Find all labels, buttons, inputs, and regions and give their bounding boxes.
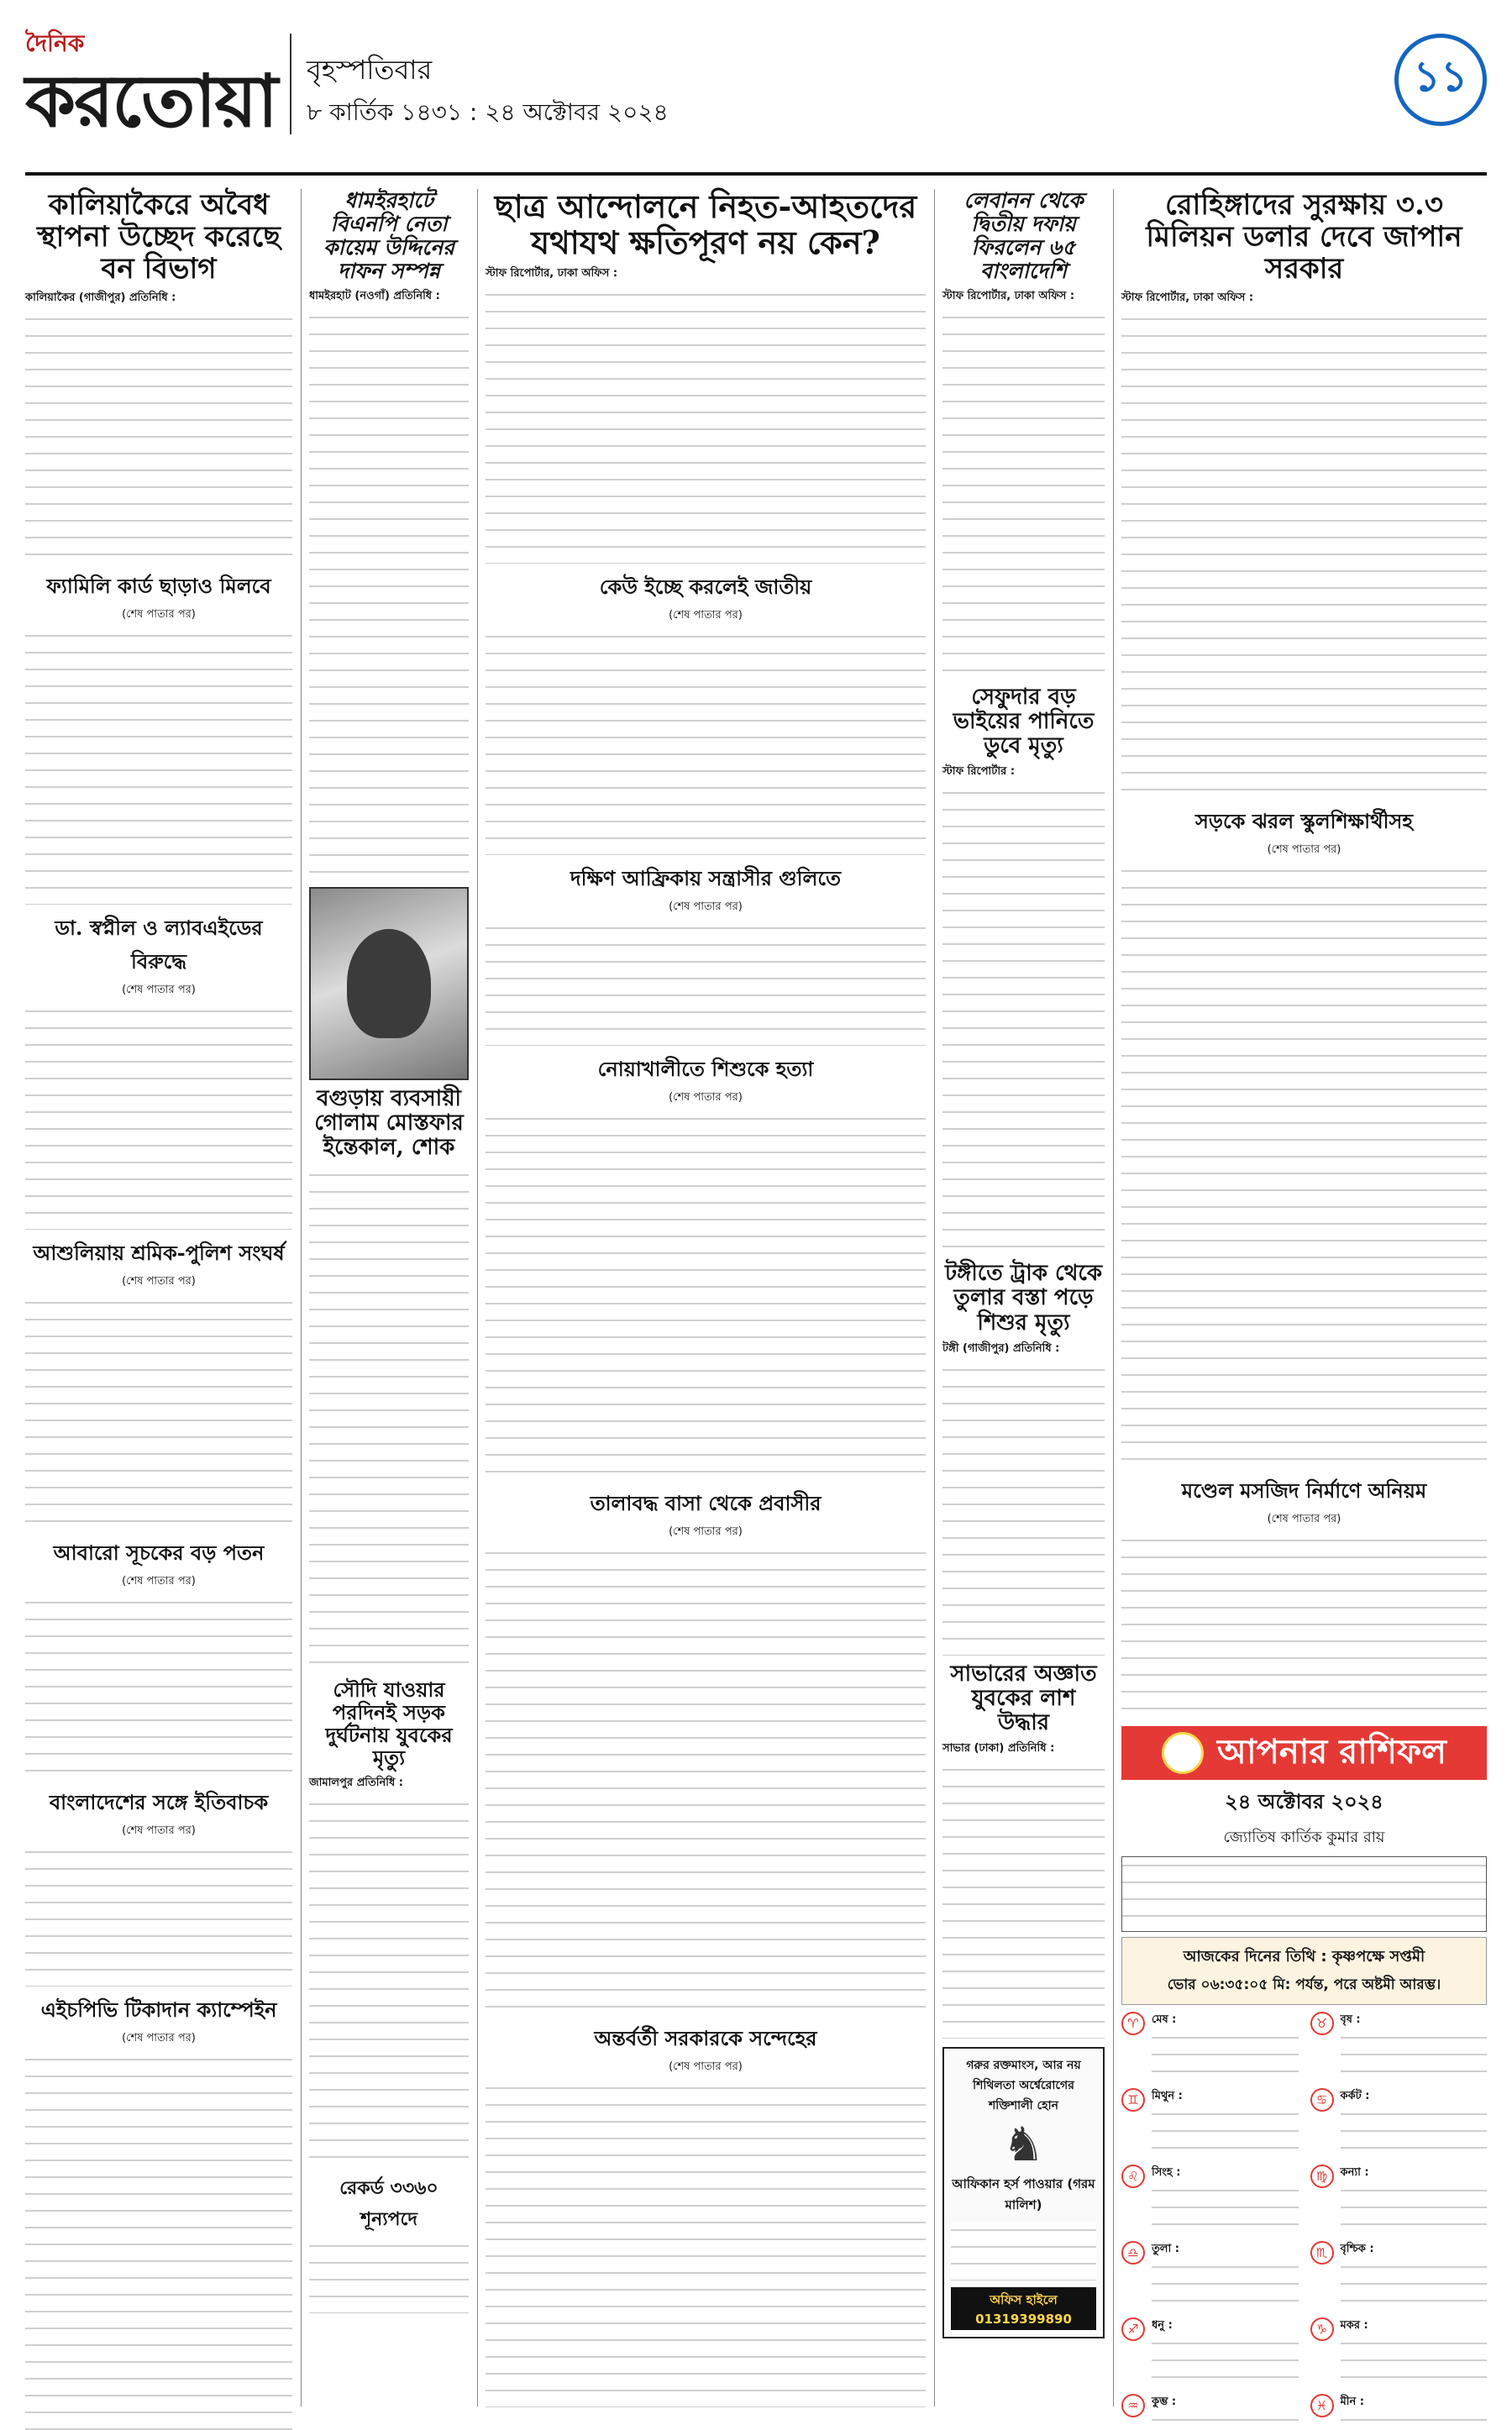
zodiac-sign-name: মেষ : bbox=[1152, 2013, 1177, 2026]
ad-body bbox=[951, 2222, 1096, 2280]
continuation-note: (শেষ পাতার পর) bbox=[122, 1275, 196, 1288]
zodiac-icon: ♒ bbox=[1121, 2394, 1145, 2417]
article-body bbox=[942, 1362, 1105, 1656]
article-body bbox=[1121, 863, 1487, 1467]
column-divider bbox=[934, 189, 935, 2406]
zodiac-sign-text bbox=[1152, 2412, 1299, 2430]
horoscope-date: ২৪ অক্টোবর ২০২৪ bbox=[1225, 1790, 1383, 1813]
zodiac-sign-text bbox=[1341, 2106, 1488, 2160]
zodiac-sign-entry[interactable] bbox=[1121, 2241, 1299, 2312]
zodiac-sign-entry[interactable] bbox=[1310, 2012, 1488, 2083]
continuation-note: (শেষ পাতার পর) bbox=[669, 1525, 743, 1539]
horoscope-astrologer: জ্যোতিষ কার্তিক কুমার রায় bbox=[1223, 1829, 1385, 1846]
column-3 bbox=[486, 189, 926, 2407]
article-body bbox=[309, 1167, 469, 1671]
zodiac-icon: ♐ bbox=[1121, 2317, 1145, 2341]
logo-small: দৈনিক bbox=[25, 29, 85, 57]
column-5 bbox=[1121, 189, 1487, 1717]
article-byline: সাভার (ঢাকা) প্রতিনিধি : bbox=[942, 1741, 1055, 1755]
zodiac-sign-name: মিথুন : bbox=[1152, 2090, 1183, 2102]
article-body bbox=[486, 628, 926, 855]
tithi-time: ভোর ০৬:৩৫:০৫ মি: পর্যন্ত, পরে অষ্টমী আরম্ভ। bbox=[1167, 1976, 1441, 1993]
portrait-silhouette bbox=[347, 929, 431, 1038]
zodiac-sign-name: মকর : bbox=[1340, 2319, 1368, 2332]
article-body bbox=[486, 1545, 926, 2015]
zodiac-sign-name: কুম্ভ : bbox=[1152, 2396, 1177, 2408]
sub-headline[interactable]: কেউ ইচ্ছে করলেই জাতীয় bbox=[599, 575, 812, 600]
sub-headline[interactable]: মণ্ডেল মসজিদ নির্মাণে অনিয়ম bbox=[1181, 1478, 1427, 1504]
obituary-headline[interactable]: বগুড়ায় ব্যবসায়ী গোলাম মোস্তফার ইন্তেকাল, শোক bbox=[314, 1086, 464, 1161]
zodiac-sign-name: কন্যা : bbox=[1340, 2166, 1369, 2179]
article-headline[interactable]: রোহিঙ্গাদের সুরক্ষায় ৩.৩ মিলিয়ন ডলার দেবে জাপান সরকার bbox=[1146, 188, 1462, 286]
zodiac-sign-text bbox=[1341, 2182, 1488, 2236]
article-body bbox=[486, 286, 926, 564]
horoscope-intro bbox=[1121, 1856, 1487, 1932]
page-number: ১১ bbox=[1394, 34, 1487, 126]
ad-brand: আফিকান হর্স পাওয়ার (গরম মালিশ) bbox=[952, 2175, 1095, 2212]
sub-headline[interactable]: সড়কে ঝরল স্কুলশিক্ষার্থীসহ bbox=[1195, 809, 1413, 834]
article-body bbox=[309, 309, 469, 880]
sub-headline[interactable]: বাংলাদেশের সঙ্গে ইতিবাচক bbox=[49, 1790, 269, 1815]
zodiac-sign-entry[interactable] bbox=[1121, 2012, 1299, 2083]
masthead bbox=[0, 0, 1512, 168]
continuation-note: (শেষ পাতার পর) bbox=[669, 1091, 743, 1105]
ad-phone[interactable]: অফিস হাইলে 01319399890 bbox=[951, 2287, 1096, 2330]
article-body bbox=[942, 309, 1105, 679]
zodiac-sign-name: সিংহ : bbox=[1152, 2166, 1181, 2179]
article-headline[interactable]: লেবানন থেকে দ্বিতীয় দফায় ফিরলেন ৬৫ বাংলাদেশি bbox=[963, 188, 1084, 283]
zodiac-icon: ♈ bbox=[1121, 2012, 1145, 2035]
tithi-line: আজকের দিনের তিথি : কৃষ্ণপক্ষে সপ্তমী bbox=[1183, 1948, 1425, 1966]
article-body bbox=[309, 1796, 469, 2165]
horse-icon: ♞ bbox=[1002, 2118, 1045, 2173]
advertisement[interactable] bbox=[942, 2047, 1105, 2338]
horoscope-section bbox=[1121, 1726, 1487, 2430]
column-divider bbox=[301, 189, 302, 2406]
article-byline: স্টাফ রিপোর্টার, ঢাকা অফিস : bbox=[942, 290, 1075, 302]
horoscope-banner bbox=[1121, 1726, 1487, 1780]
article-byline: জামালপুর প্রতিনিধি : bbox=[309, 1776, 403, 1789]
sub-headline[interactable]: ফ্যামিলি কার্ড ছাড়াও মিলবে bbox=[46, 574, 271, 599]
zodiac-sign-entry[interactable] bbox=[1121, 2394, 1299, 2430]
zodiac-icon: ♊ bbox=[1121, 2088, 1145, 2112]
zodiac-wheel-icon bbox=[1162, 1732, 1204, 1774]
zodiac-sign-text bbox=[1152, 2182, 1299, 2236]
zodiac-sign-text bbox=[1152, 2029, 1299, 2083]
horoscope-title: আপনার রাশিফল bbox=[1217, 1732, 1446, 1771]
article-body bbox=[486, 920, 926, 1046]
zodiac-icon: ♎ bbox=[1121, 2241, 1145, 2265]
zodiac-sign-name: মীন : bbox=[1340, 2396, 1364, 2408]
article-headline[interactable]: কালিয়াকৈরে অবৈধ স্থাপনা উচ্ছেদ করেছে বন বিভাগ bbox=[37, 188, 281, 286]
article-body bbox=[25, 1844, 292, 1987]
zodiac-icon: ♌ bbox=[1121, 2165, 1145, 2188]
zodiac-sign-name: কর্কট : bbox=[1340, 2090, 1370, 2102]
article-body bbox=[486, 1110, 926, 1480]
article-body bbox=[486, 2080, 926, 2407]
continuation-note: (শেষ পাতার পর) bbox=[122, 1824, 196, 1838]
zodiac-sign-text bbox=[1341, 2259, 1488, 2312]
continuation-note: (শেষ পাতার পর) bbox=[122, 2032, 196, 2045]
zodiac-sign-text bbox=[1152, 2259, 1299, 2312]
article-body bbox=[1121, 1532, 1487, 1717]
article-byline: টঙ্গী (গাজীপুর) প্রতিনিধি : bbox=[942, 1341, 1060, 1355]
article-byline: স্টাফ রিপোর্টার : bbox=[942, 765, 1016, 779]
zodiac-icon: ♑ bbox=[1310, 2317, 1334, 2341]
zodiac-sign-entry[interactable] bbox=[1121, 2088, 1299, 2160]
zodiac-sign-entry[interactable] bbox=[1310, 2317, 1488, 2389]
sub-headline[interactable]: সেফুদার বড় ভাইয়ের পানিতে ডুবে মৃত্যু bbox=[953, 685, 1095, 759]
sub-headline[interactable]: রেকর্ড ৩৩৬০ শূন্যপদে bbox=[339, 2176, 438, 2230]
zodiac-sign-name: তুলা : bbox=[1152, 2243, 1179, 2255]
continuation-note: (শেষ পাতার পর) bbox=[1267, 1513, 1341, 1526]
zodiac-sign-text bbox=[1341, 2412, 1488, 2430]
zodiac-sign-entry[interactable] bbox=[1121, 2317, 1299, 2389]
article-body bbox=[942, 785, 1105, 1255]
sub-headline[interactable]: টঙ্গীতে ট্রাক থেকে তুলার বস্তা পড়ে শিশুর মৃত্যু bbox=[944, 1261, 1103, 1336]
continuation-note: (শেষ পাতার পর) bbox=[122, 1575, 196, 1588]
zodiac-signs-grid bbox=[1121, 2012, 1487, 2430]
sub-headline[interactable]: সৌদি যাওয়ার পরদিনই সড়ক দুর্ঘটনায় যুবকের মৃত্যু bbox=[325, 1677, 453, 1770]
continuation-note: (শেষ পাতার পর) bbox=[669, 2060, 743, 2074]
newspaper-logo[interactable]: করতোয়া bbox=[25, 59, 277, 144]
column-divider bbox=[477, 189, 478, 2406]
obituary-photo bbox=[309, 887, 469, 1080]
sub-headline[interactable]: তালাবদ্ধ বাসা থেকে প্রবাসীর bbox=[590, 1491, 822, 1516]
zodiac-sign-entry[interactable] bbox=[1310, 2394, 1488, 2430]
zodiac-sign-text bbox=[1341, 2335, 1488, 2389]
column-2 bbox=[309, 189, 469, 2313]
sub-headline[interactable]: অন্তর্বর্তী সরকারকে সন্দেহের bbox=[594, 2026, 817, 2051]
ad-title: গরুর রক্তমাংস, আর নয় শিথিলতা অর্শ্বেরোগের শক্তিশালী হোন bbox=[966, 2058, 1081, 2112]
issue-day: বৃহস্পতিবার bbox=[307, 54, 433, 86]
zodiac-sign-name: বৃশ্চিক : bbox=[1340, 2243, 1374, 2255]
zodiac-sign-name: ধনু : bbox=[1152, 2319, 1173, 2332]
sub-headline[interactable]: আবারো সূচকের বড় পতন bbox=[53, 1540, 265, 1566]
article-byline: কালিয়াকৈর (গাজীপুর) প্রতিনিধি : bbox=[25, 291, 176, 305]
zodiac-sign-name: বৃষ : bbox=[1340, 2013, 1361, 2026]
zodiac-sign-entry[interactable] bbox=[1310, 2088, 1488, 2160]
zodiac-sign-text bbox=[1341, 2029, 1488, 2083]
article-body bbox=[25, 1294, 292, 1530]
continuation-note: (শেষ পাতার পর) bbox=[1267, 843, 1341, 857]
column-divider bbox=[1113, 189, 1114, 2406]
article-body bbox=[1121, 311, 1487, 798]
article-byline: স্টাফ রিপোর্টার, ঢাকা অফিস : bbox=[486, 267, 618, 281]
sub-headline[interactable]: দক্ষিণ আফ্রিকায় সন্ত্রাসীর গুলিতে bbox=[570, 866, 841, 891]
continuation-note: (শেষ পাতার পর) bbox=[122, 984, 196, 997]
article-headline[interactable]: ধামইরহাটে বিএনপি নেতা কায়েম উদ্দিনের দাফন সম্পন্ন bbox=[323, 188, 454, 283]
article-body bbox=[25, 627, 292, 905]
article-byline: স্টাফ রিপোর্টার, ঢাকা অফিস : bbox=[1121, 291, 1254, 305]
sub-headline[interactable]: নোয়াখালীতে শিশুকে হত্যা bbox=[597, 1057, 814, 1082]
zodiac-icon: ♉ bbox=[1310, 2012, 1334, 2035]
zodiac-icon: ♓ bbox=[1310, 2394, 1334, 2417]
article-body bbox=[25, 2051, 292, 2430]
column-1 bbox=[25, 189, 292, 2430]
sub-headline[interactable]: আশুলিয়ায় শ্রমিক-পুলিশ সংঘর্ষ bbox=[33, 1241, 285, 1266]
continuation-note: (শেষ পাতার পর) bbox=[669, 609, 743, 622]
zodiac-sign-text bbox=[1152, 2106, 1299, 2160]
zodiac-icon: ♏ bbox=[1310, 2241, 1334, 2265]
article-headline[interactable]: ছাত্র আন্দোলনে নিহত-আহতদের যথাযথ ক্ষতিপূরণ নয় কেন? bbox=[494, 187, 917, 261]
article-body bbox=[25, 1003, 292, 1230]
zodiac-sign-text bbox=[1152, 2335, 1299, 2389]
masthead-rule bbox=[25, 172, 1487, 176]
zodiac-sign-entry[interactable] bbox=[1310, 2165, 1488, 2236]
zodiac-icon: ♋ bbox=[1310, 2088, 1334, 2112]
tithi-box bbox=[1121, 1937, 1487, 2005]
column-4 bbox=[942, 189, 1105, 2338]
article-body bbox=[309, 2238, 469, 2313]
issue-date: ৮ কার্তিক ১৪৩১ : ২৪ অক্টোবর ২০২৪ bbox=[307, 98, 669, 126]
sub-headline[interactable]: ডা. স্বপ্নীল ও ল্যাবএইডের বিরুদ্ধে bbox=[55, 916, 263, 974]
continuation-note: (শেষ পাতার পর) bbox=[122, 608, 196, 622]
article-body bbox=[942, 1761, 1105, 2039]
article-body bbox=[25, 1594, 292, 1779]
continuation-note: (শেষ পাতার পর) bbox=[669, 900, 743, 914]
masthead-divider bbox=[290, 34, 291, 134]
article-byline: ধামইরহাট (নওগাঁ) প্রতিনিধি : bbox=[309, 290, 440, 302]
zodiac-sign-entry[interactable] bbox=[1121, 2165, 1299, 2236]
sub-headline[interactable]: সাভারের অজ্ঞাত যুবকের লাশ উদ্ধার bbox=[950, 1661, 1097, 1735]
zodiac-icon: ♍ bbox=[1310, 2165, 1334, 2188]
sub-headline[interactable]: এইচপিভি টিকাদান ক্যাম্পেইন bbox=[40, 1997, 277, 2023]
article-body bbox=[25, 311, 292, 563]
zodiac-sign-entry[interactable] bbox=[1310, 2241, 1488, 2312]
